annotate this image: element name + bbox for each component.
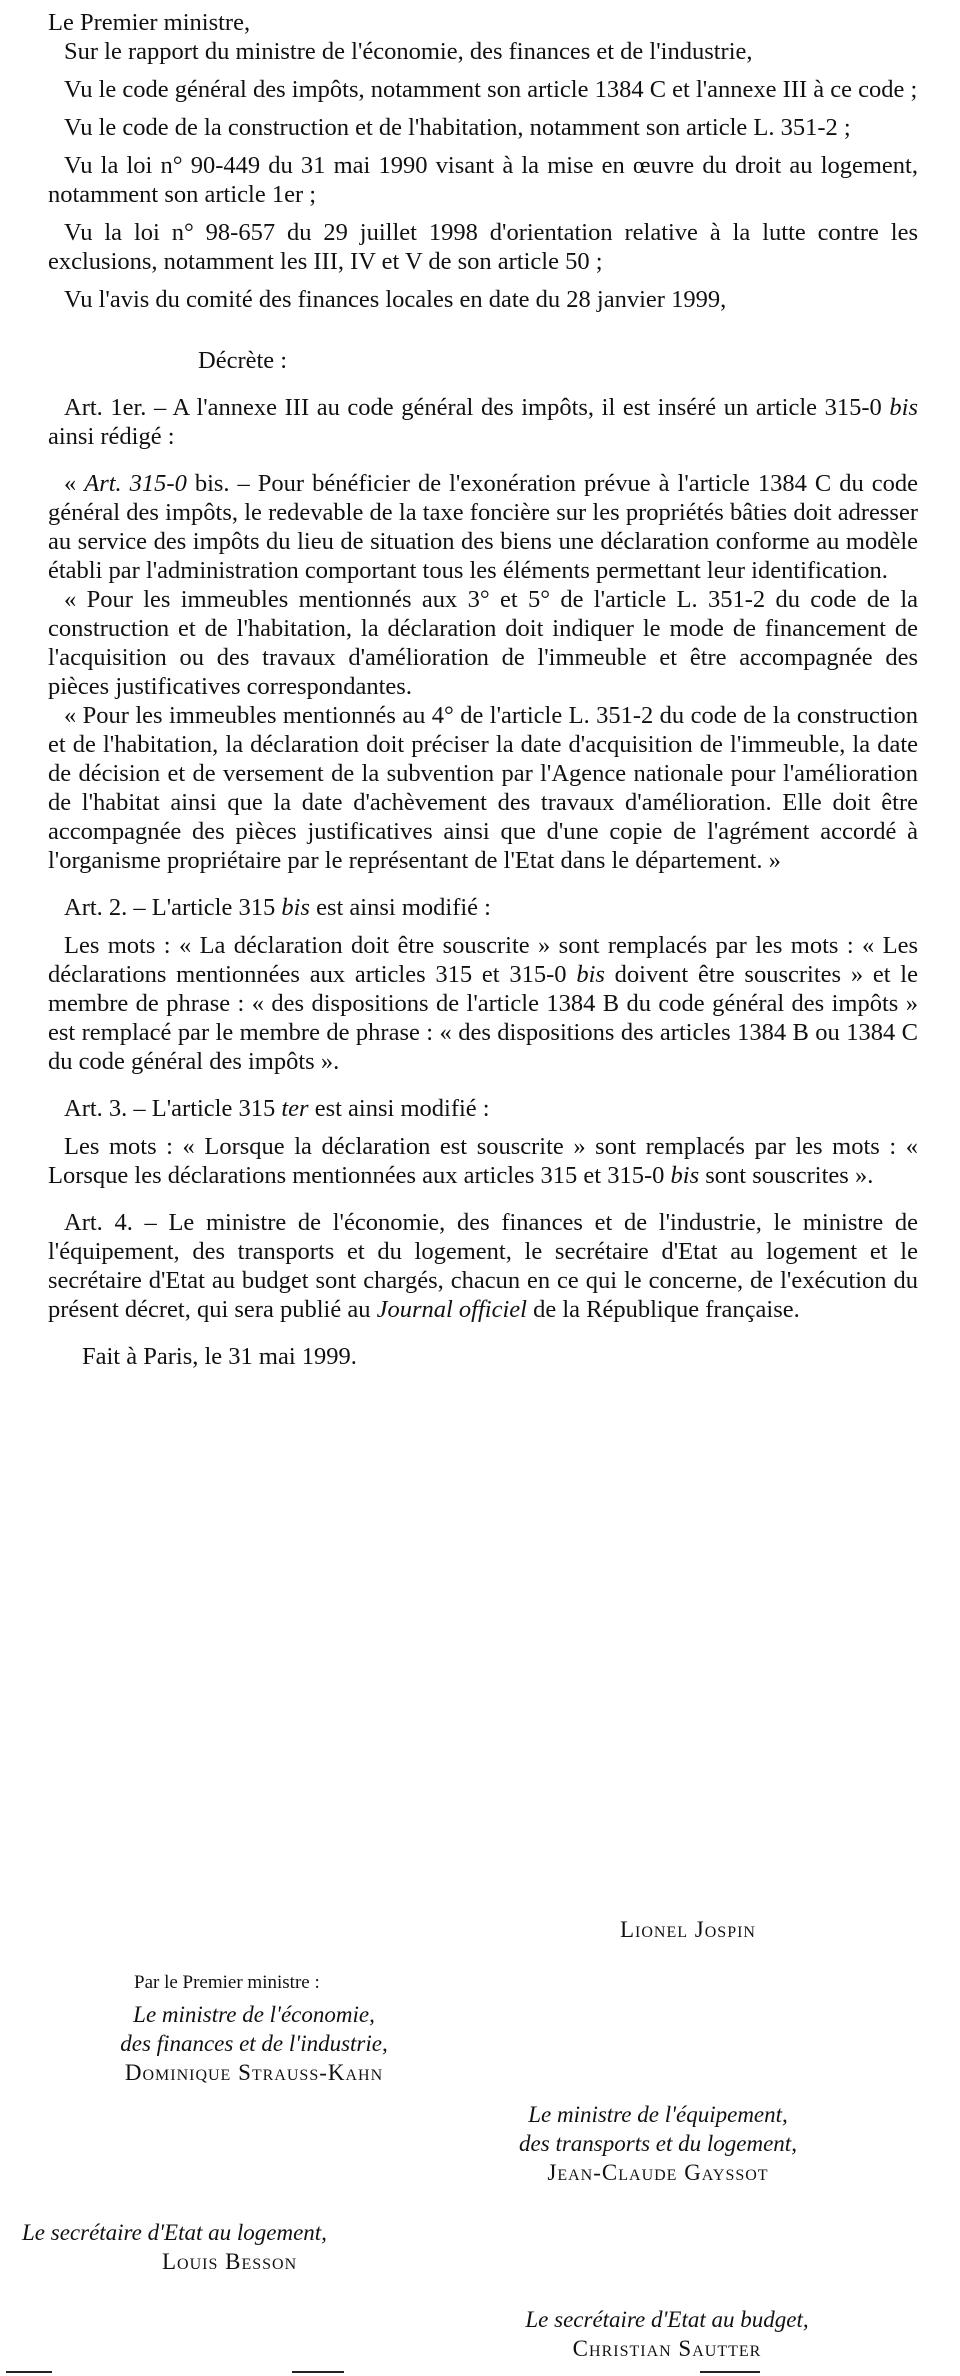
logement-title: Le secrétaire d'Etat au logement,: [22, 2220, 327, 2245]
signature-block-economie: [74, 2000, 434, 2087]
article-1-heading: Art. 1er. – A l'annexe III au code général des impôts, il est inséré un article 315-0 bis ainsi rédigé :: [48, 394, 918, 450]
signature-strauss-kahn: Dominique Strauss-Kahn: [124, 2060, 384, 2085]
signature-lionel-jospin: Lionel Jospin: [620, 1917, 756, 1942]
preamble-vu-cch: Vu le code de la construction et de l'habitation, notamment son article L. 351-2 ;: [64, 114, 851, 141]
equipement-title-line-1: Le ministre de l'équipement,: [528, 2102, 788, 2127]
preamble-rapport: Sur le rapport du ministre de l'économie, des finances et de l'industrie,: [64, 38, 753, 65]
economie-title-line-1: Le ministre de l'économie,: [133, 2002, 375, 2027]
article-2-heading: Art. 2. – L'article 315 bis est ainsi modifié :: [64, 894, 491, 921]
article-1-para-3: « Pour les immeubles mentionnés au 4° de l'article L. 351-2 du code de la construction et de l'habitation, la déclaration doit préciser la date d'acquisition de l'immeuble, la date de décision et de versement de la subvention par l'Agence nationale pour l'amélioration de l'habitat ainsi que la date d'achèvement des travaux d'amélioration. Elle doit être accompagnée des pièces justificatives ainsi que d'une copie de l'agrément accordé à l'organisme propriétaire par le représentant de l'Etat dans le département. »: [48, 702, 918, 874]
decree-body: [48, 8, 918, 1371]
fait-a-paris: Fait à Paris, le 31 mai 1999.: [82, 1343, 357, 1370]
preamble-vu-loi-1990: Vu la loi n° 90-449 du 31 mai 1990 visant à la mise en œuvre du droit au logement, notamment son article 1er ;: [48, 152, 918, 208]
bottom-rule-middle: [292, 2371, 344, 2373]
preamble-vu-cgi: Vu le code général des impôts, notamment son article 1384 C et l'annexe III à ce code ;: [64, 76, 918, 103]
article-1-para-2: « Pour les immeubles mentionnés aux 3° et 5° de l'article L. 351-2 du code de la construction et de l'habitation, la déclaration doit indiquer le mode de financement de l'acquisition ou des travaux d'amélioration de l'immeuble et être accompagnée des pièces justificatives correspondantes.: [48, 586, 918, 700]
signature-block-budget: [452, 2305, 882, 2363]
signature-block-logement: [22, 2218, 327, 2276]
preamble-vu-loi-1998: Vu la loi n° 98-657 du 29 juillet 1998 d'orientation relative à la lutte contre les exclusions, notamment les III, IV et V de son article 50 ;: [48, 219, 918, 275]
bottom-rule-right: [700, 2371, 760, 2373]
signature-gayssot: Jean-Claude Gayssot: [547, 2160, 769, 2185]
signature-sautter: Christian Sautter: [572, 2336, 762, 2361]
premier-ministre-heading: Le Premier ministre,: [48, 9, 251, 36]
article-4-body: Art. 4. – Le ministre de l'économie, des finances et de l'industrie, le ministre de l'équipement, des transports et du logement, le secrétaire d'Etat au logement et le secrétaire d'Etat au budget sont chargés, chacun en ce qui le concerne, de l'exécution du présent décret, qui sera publié au Journal officiel de la République française.: [48, 1209, 918, 1323]
par-le-premier-ministre: Par le Premier ministre :: [134, 1972, 320, 1993]
article-1-para-1: « Art. 315-0 bis. – Pour bénéficier de l'exonération prévue à l'article 1384 C du code général des impôts, le redevable de la taxe foncière sur les propriétés bâties doit adresser au service des impôts du lieu de situation des biens une déclaration conforme au modèle établi par l'administration comportant tous les éléments permettant leur identification.: [48, 470, 919, 584]
equipement-title-line-2: des transports et du logement,: [519, 2131, 797, 2156]
article-3-body: Les mots : « Lorsque la déclaration est souscrite » sont remplacés par les mots : « Lorsque les déclarations mentionnées aux articles 315 et 315-0 bis sont souscrites ».: [48, 1133, 918, 1189]
economie-title-line-2: des finances et de l'industrie,: [120, 2031, 388, 2056]
decrete-heading: Décrète :: [198, 347, 288, 374]
article-2-body: Les mots : « La déclaration doit être souscrite » sont remplacés par les mots : « Les déclarations mentionnées aux articles 315 et 315-0 bis doivent être souscrites » et le membre de phrase : « des dispositions de l'article 1384 B du code général des impôts » est remplacé par le membre de phrase : « des dispositions des articles 1384 B ou 1384 C du code général des impôts ».: [48, 932, 918, 1075]
article-3-heading: Art. 3. – L'article 315 ter est ainsi modifié :: [64, 1095, 490, 1122]
bottom-rule-left: [6, 2371, 52, 2373]
signature-block-equipement: [458, 2100, 858, 2187]
preamble-vu-avis: Vu l'avis du comité des finances locales en date du 28 janvier 1999,: [64, 286, 727, 313]
budget-title: Le secrétaire d'Etat au budget,: [525, 2307, 809, 2332]
signature-louis-besson: Louis Besson: [162, 2249, 298, 2274]
